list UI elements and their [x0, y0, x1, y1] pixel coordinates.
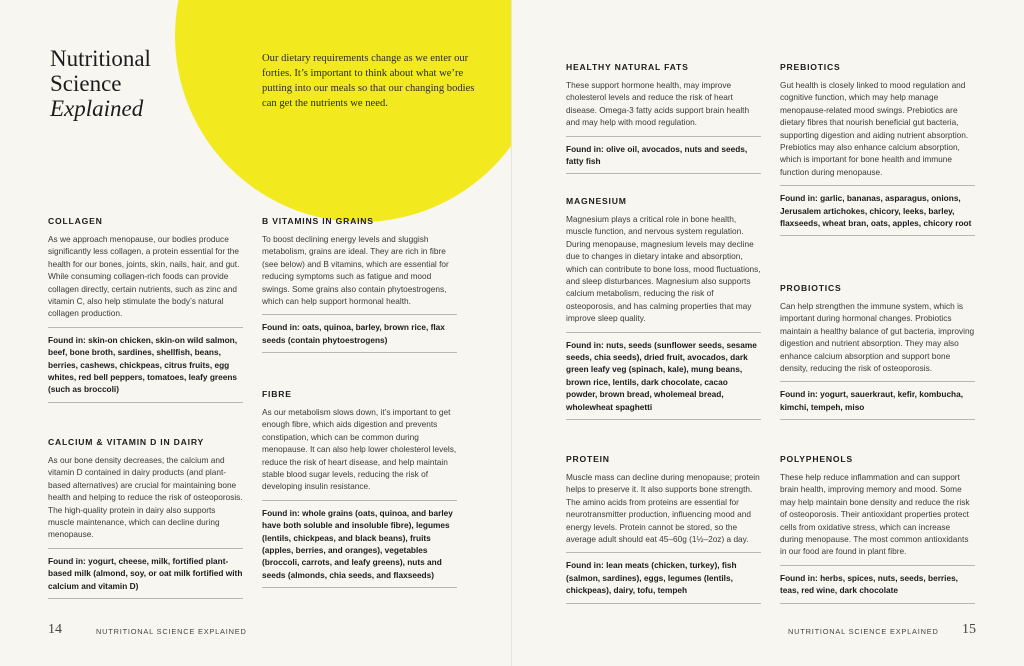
section-fibre: [262, 389, 457, 588]
section-body: Muscle mass can decline during menopause; protein helps to preserve it. It also supports bone strength. The amino acids from proteins are essential for neurotransmitter production, influencing mood and energy levels. Protein cannot be stored, so the average adult should eat 45–60g (1½–2oz) a day.: [566, 471, 761, 553]
found-in-label: Found in:: [262, 507, 300, 518]
found-in-list: garlic, bananas, asparagus, onions, Jerusalem artichokes, chicory, leeks, barley, flaxseeds, wheat bran, oats, apples, chicory root: [780, 193, 972, 229]
found-in-list: nuts, seeds (sunflower seeds, sesame seeds, chia seeds), dried fruit, avocados, dark green leafy veg (spinach, kale), mung beans, brown rice, lentils, dark chocolate, cacao powder, brown bread, wholemeal bread, wholewheat spaghetti: [566, 339, 757, 412]
section-body: Magnesium plays a critical role in bone health, muscle function, and nervous system regulation. During menopause, magnesium levels may decline due to changes in dietary intake and absorption, which can contribute to bone loss, mood fluctuations, and sleep disturbances. Magnesium also supports calcium metabolism, reducing the risk of osteoporosis, and has calming properties that may improve sleep quality.: [566, 213, 761, 333]
found-in-label: Found in:: [48, 334, 86, 345]
section-body: These help reduce inflammation and can support brain health, improving memory and mood. Some may help maintain bone density and reduce the risk of osteoporosis. Their antioxidant properties protect cells from oxidative stress, which can increase during menopause. The most common antioxidants in our food are found in plant fibre.: [780, 471, 975, 566]
found-in-list: skin-on chicken, skin-on wild salmon, beef, bone broth, sardines, shellfish, beans, berries, cashews, chickpeas, citrus fruits, egg whites, red bell peppers, tomatoes, leafy greens (such as broccoli): [48, 334, 238, 395]
section-probiotics: [780, 283, 975, 420]
section-heading: PREBIOTICS: [780, 62, 841, 72]
section-heading: COLLAGEN: [48, 216, 103, 226]
page-number: 14: [48, 622, 62, 637]
intro-paragraph: Our dietary requirements change as we enter our forties. It’s important to think about what we’re putting into our meals so that our changing bodies can get the nutrients we need.: [262, 53, 475, 109]
title-line-1: Nutritional: [50, 46, 151, 71]
section-heading: B VITAMINS IN GRAINS: [262, 216, 374, 226]
found-in-list: oats, quinoa, barley, brown rice, flax seeds (contain phytoestrogens): [262, 322, 445, 345]
section-polyphenols: [780, 454, 975, 604]
section-heading: HEALTHY NATURAL FATS: [566, 62, 689, 72]
section-heading: PROBIOTICS: [780, 283, 842, 293]
found-in-list: lean meats (chicken, turkey), fish (salmon, sardines), eggs, legumes (lentils, chickpeas), dairy, tofu, tempeh: [566, 560, 737, 596]
found-in-label: Found in:: [566, 339, 604, 350]
found-in-label: Found in:: [780, 193, 818, 204]
section-body: As our metabolism slows down, it’s important to get enough fibre, which aids digestion and prevents constipation, which can be common during menopause. It can also help lower cholesterol levels, reduce the risk of heart disease, and help maintain stable blood sugar levels, reducing the risk of developing insulin resistance.: [262, 406, 457, 501]
section-body: Gut health is closely linked to mood regulation and cognitive function, which may help manage menopause-related mood swings. Prebiotics are dietary fibres that nourish beneficial gut bacteria, supporting digestion and aiding nutrient absorption. Prebiotics may also enhance calcium absorption, which is important for bone health and immune function during menopause.: [780, 79, 975, 186]
section-protein: [566, 454, 761, 604]
found-in: [566, 553, 761, 603]
section-heading: POLYPHENOLS: [780, 454, 853, 464]
found-in: [262, 501, 457, 588]
page-title: [50, 46, 151, 121]
section-heading: PROTEIN: [566, 454, 610, 464]
right-page: [512, 0, 1024, 666]
section-heading: FIBRE: [262, 389, 292, 399]
found-in: [48, 549, 243, 599]
title-line-3: Explained: [50, 96, 144, 121]
section-b-vitamins: [262, 216, 457, 353]
found-in-list: yogurt, cheese, milk, fortified plant-based milk (almond, soy, or oat milk fortified with calcium and vitamin D): [48, 555, 243, 591]
found-in-label: Found in:: [566, 143, 604, 154]
found-in-label: Found in:: [262, 322, 300, 333]
section-healthy-fats: [566, 62, 761, 174]
running-footer: NUTRITIONAL SCIENCE EXPLAINED: [788, 627, 939, 636]
section-body: To boost declining energy levels and sluggish metabolism, grains are ideal. They are rich in fibre (see below) and B vitamins, which are essential for reducing symptoms such as fatigue and mood swings. Some grains also contain phytoestrogens, which can help support hormonal health.: [262, 233, 457, 315]
found-in: [780, 566, 975, 604]
section-body: Can help strengthen the immune system, which is important during hormonal changes. Probiotics maintain a healthy balance of gut bacteria, improving digestion and nutrient absorption. They may also enhance calcium absorption and support bone density, reducing the risk of osteoporosis.: [780, 300, 975, 382]
page-number: 15: [962, 622, 976, 637]
found-in-list: yogurt, sauerkraut, kefir, kombucha, kimchi, tempeh, miso: [780, 389, 964, 412]
section-body: As we approach menopause, our bodies produce significantly less collagen, a protein essential for the health for our bones, joints, skin, nails, hair, and gut. While consuming collagen-rich foods can provide collagen directly, certain nutrients, such as zinc and vitamin C, also help stimulate the body’s natural collagen production.: [48, 233, 243, 328]
found-in: [780, 186, 975, 236]
found-in-list: olive oil, avocados, nuts and seeds, fatty fish: [566, 143, 748, 167]
running-footer: NUTRITIONAL SCIENCE EXPLAINED: [96, 627, 247, 636]
section-calcium-vitamin-d: [48, 437, 243, 599]
found-in-list: herbs, spices, nuts, seeds, berries, teas, red wine, dark chocolate: [780, 572, 958, 596]
found-in: [566, 137, 761, 175]
section-collagen: [48, 216, 243, 403]
found-in: [780, 382, 975, 420]
found-in: [48, 328, 243, 403]
section-body: As our bone density decreases, the calcium and vitamin D contained in dairy products (and plant-based alternatives) are crucial for maintaining bone health and helping to reduce the risk of osteoporosis. The high-quality protein in dairy also supports muscle maintenance, which can decline during menopause.: [48, 454, 243, 549]
section-body: These support hormone health, may improve cholesterol levels and reduce the risk of heart disease. Omega-3 fatty acids support brain health and may help with mood regulation.: [566, 79, 761, 137]
found-in: [262, 315, 457, 353]
yellow-circle-decoration: [175, 0, 512, 222]
found-in: [566, 333, 761, 420]
section-magnesium: [566, 196, 761, 420]
section-heading: MAGNESIUM: [566, 196, 627, 206]
found-in-label: Found in:: [780, 572, 818, 583]
section-prebiotics: [780, 62, 975, 236]
found-in-label: Found in:: [566, 560, 604, 571]
found-in-label: Found in:: [48, 555, 86, 566]
found-in-list: whole grains (oats, quinoa, and barley have both soluble and insoluble fibre), legumes (lentils, chickpeas, and black beans), fruits (apples, berries, and oranges), vegetables (broccoli, carrots, and leafy greens), nuts and seeds (almonds, chia seeds, and flaxseeds): [262, 507, 453, 580]
title-line-2: Science: [50, 71, 122, 96]
section-heading: CALCIUM & VITAMIN D IN DAIRY: [48, 437, 205, 447]
found-in-label: Found in:: [780, 389, 818, 400]
